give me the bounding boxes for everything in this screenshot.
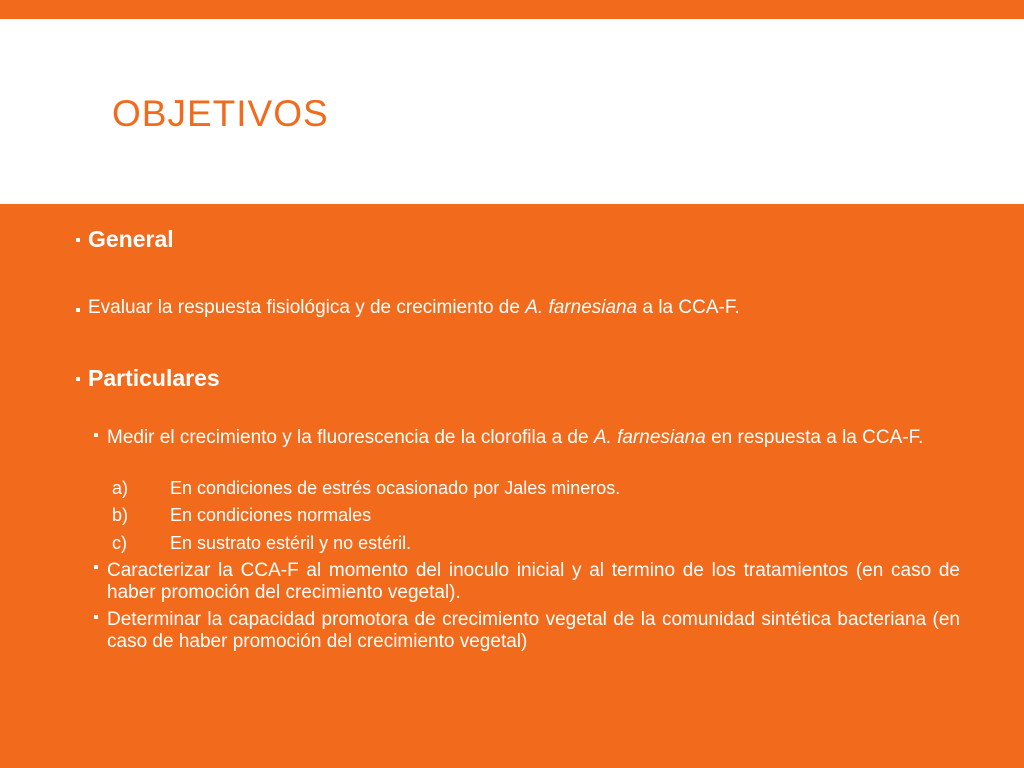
particular-objective-2: Caracterizar la CCA-F al momento del inoculo inicial y al termino de los tratamientos (en caso de haber promoción del crecimiento vegetal). <box>107 560 960 603</box>
slide-title: OBJETIVOS <box>112 93 329 134</box>
slide-content: General Evaluar la respuesta fisiológica y de crecimiento de A. farnesiana a la CCA-F. Particulares Medir el crecimiento y la fluorescencia de la clorofila a de A. farnesiana en respuesta a la CCA-F. a) En condiciones de estrés ocasionado por Jales mineros. b) En condiciones normales c) En sustrato estéril y no estéril. Caracterizar la CCA-F al momento del inoculo inicial y al termino de los tratamientos (en caso de haber promoción del crecimiento vegetal). Determinar la capacidad promotora de crecimiento vegetal de la comunidad sintética bacteriana (en caso de haber promoción del crecimiento vegetal) <box>0 204 1024 768</box>
bullet-dot <box>76 377 80 381</box>
bullet-dot <box>94 433 98 437</box>
particular-objective-1: Medir el crecimiento y la fluorescencia de la clorofila a de A. farnesiana en respuesta a la CCA-F. <box>107 427 924 448</box>
top-accent-bar <box>0 0 1024 19</box>
particular-objective-3: Determinar la capacidad promotora de crecimiento vegetal de la comunidad sintética bacteriana (en caso de haber promoción del crecimiento vegetal) <box>107 609 960 652</box>
particulares-heading: Particulares <box>88 365 220 391</box>
general-heading: General <box>88 226 174 252</box>
general-objective: Evaluar la respuesta fisiológica y de crecimiento de A. farnesiana a la CCA-F. <box>88 297 740 318</box>
bullet-dot <box>94 565 98 569</box>
bullet-dot <box>94 615 98 619</box>
species-name: A. farnesiana <box>593 427 706 448</box>
bullet-dot <box>76 308 80 312</box>
species-name: A. farnesiana <box>525 297 638 318</box>
bullet-dot <box>76 238 80 242</box>
